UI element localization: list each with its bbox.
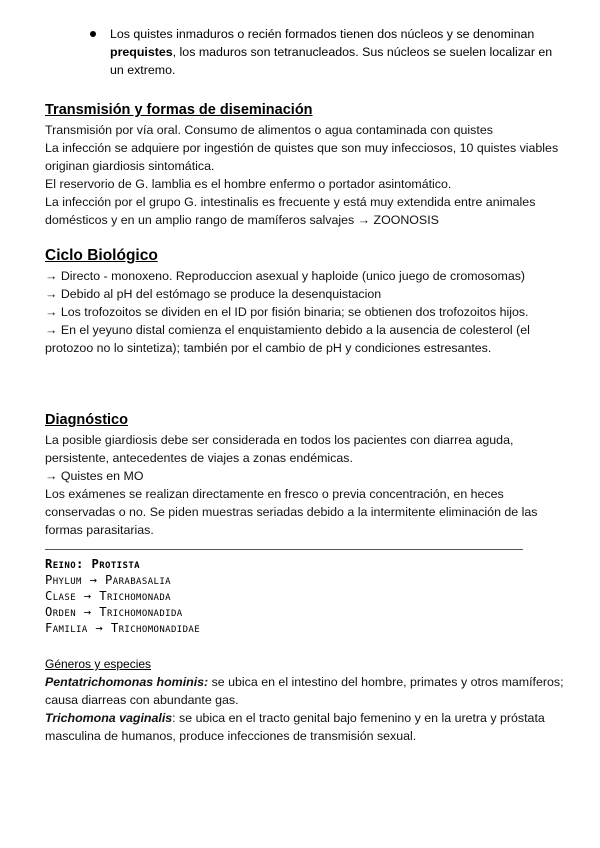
paragraph-line: → Los trofozoitos se dividen en el ID por fisión binaria; se obtienen dos trofozoitos hijos. (45, 305, 529, 319)
heading-ciclo-biologico: Ciclo Biológico (45, 247, 158, 264)
paragraph-line: Transmisión por vía oral. Consumo de alimentos o agua contaminada con quistes (45, 123, 493, 137)
taxonomy-phylum: Phylum → Parabasalia (45, 573, 171, 587)
paragraph-line: La posible giardiosis debe ser considerada en todos los pacientes con diarrea aguda, persistente, antecedentes de viajes a zonas endémicas. (45, 433, 514, 465)
paragraph-line: → Quistes en MO (45, 469, 144, 483)
species-entry (45, 709, 565, 745)
species-description: : se ubica en el tracto genital bajo femenino y en la uretra y próstata masculina de humanos, produce infecciones de transmisión sexual. (45, 711, 545, 743)
paragraph-line: → Debido al pH del estómago se produce la desenquistacion (45, 287, 382, 301)
species-name: Trichomona vaginalis (45, 711, 173, 725)
paragraph-line: → Directo - monoxeno. Reproduccion asexual y haploide (unico juego de cromosomas) (45, 269, 526, 283)
section-generos-especies (45, 655, 565, 745)
heading-generos-especies: Géneros y especies (45, 657, 152, 671)
taxonomy-block (45, 556, 445, 636)
section-ciclo-biologico (45, 246, 565, 357)
section-transmision (45, 100, 565, 229)
horizontal-divider (45, 549, 523, 550)
species-entry (45, 673, 565, 709)
taxonomy-familia: Familia → Trichomonadidae (45, 621, 201, 635)
paragraph-line: La infección por el grupo G. intestinalis es frecuente y está muy extendida entre animales domésticos y en un amplio rango de mamíferos salvajes → ZOONOSIS (45, 195, 536, 227)
bullet-dot (90, 31, 96, 37)
section-diagnostico (45, 410, 565, 539)
heading-transmision: Transmisión y formas de diseminación (45, 102, 313, 118)
taxonomy-clase: Clase → Trichomonada (45, 589, 171, 603)
prequistes-term: prequistes (110, 45, 173, 59)
paragraph-line: → En el yeyuno distal comienza el enquistamiento debido a la ausencia de colesterol (el protozoo no lo sintetiza); también por el cambio de pH y condiciones estresantes. (45, 323, 530, 355)
paragraph-line: El reservorio de G. lamblia es el hombre enfermo o portador asintomático. (45, 177, 452, 191)
paragraph-line: Los exámenes se realizan directamente en fresco o previa concentración, en heces conservadas o no. Se piden muestras seriadas debido a la intermitente eliminación de las formas parasitarias. (45, 487, 538, 537)
taxonomy-reino: Reino: Protista (45, 557, 140, 571)
heading-diagnostico: Diagnóstico (45, 412, 128, 428)
species-name: Pentatrichomonas hominis: (45, 675, 209, 689)
intro-bullet-text: Los quistes inmaduros o recién formados tienen dos núcleos y se denominan prequistes, los maduros son tetranucleados. Sus núcleos se suelen localizar en un extremo. (110, 27, 553, 77)
species-description: se ubica en el intestino del hombre, primates y otros mamíferos; causa diarreas con abundante gas. (45, 675, 564, 707)
taxonomy-orden: Orden → Trichomonadida (45, 605, 183, 619)
paragraph-line: La infección se adquiere por ingestión de quistes que son muy infecciosos, 10 quistes viables originan giardiosis sintomática. (45, 141, 559, 173)
